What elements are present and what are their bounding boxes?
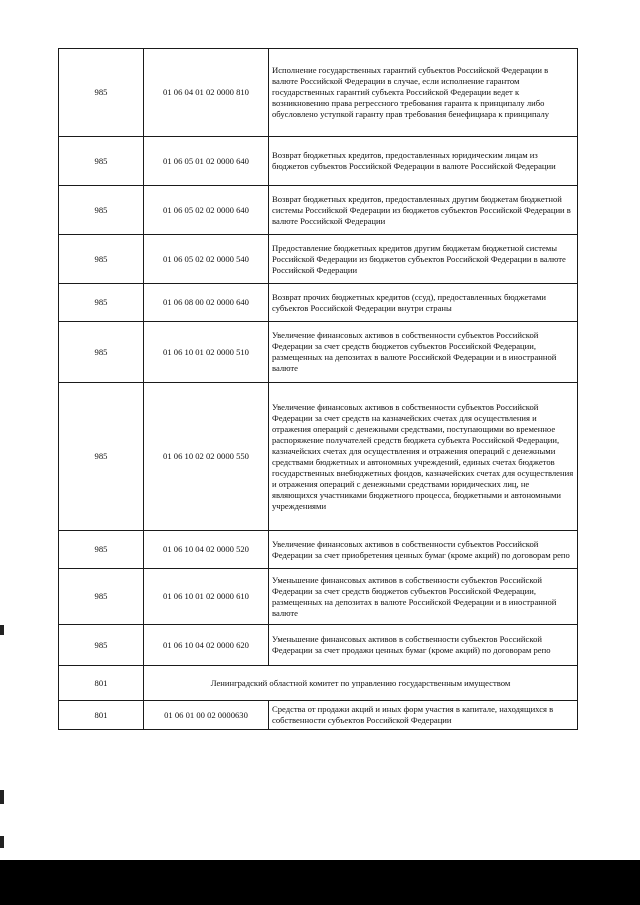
source-name-cell: Увеличение финансовых активов в собственности субъектов Российской Федерации за счет средств на казначейских счетах для осуществления и отражения операций с денежными средствами, поступающими во временное распоряжение получателей средств бюджета субъекта Российской Федерации, казначейских счетах для осуществления и отражения операций с денежными средствами бюджетных и автономных учреждений, единых счетах бюджетов государственных внебюджетных фондов, казначейских счетах для осуществления и отражения операций с денежными средствами юридических лиц, не являющихся участниками бюджетного процесса, бюджетными и автономными учреждениями xyxy=(269,383,578,531)
table-row xyxy=(59,235,578,284)
source-name-cell: Исполнение государственных гарантий субъектов Российской Федерации в валюте Российской Федерации в случае, если исполнение гарантом государственных гарантий субъекта Российской Федерации ведет к возникновению права регрессного требования гаранта к принципалу либо обусловлено уступкой гаранту прав требования бенефициара к принципалу xyxy=(269,49,578,137)
source-name-cell: Возврат прочих бюджетных кредитов (ссуд), предоставленных бюджетами субъектов Российской Федерации внутри страны xyxy=(269,284,578,322)
admin-code-cell: 801 xyxy=(59,701,144,730)
kbk-code-cell: 01 06 01 00 02 0000630 xyxy=(144,701,269,730)
admin-code-cell: 985 xyxy=(59,137,144,186)
kbk-code-cell: 01 06 10 01 02 0000 510 xyxy=(144,322,269,383)
source-name-cell: Возврат бюджетных кредитов, предоставленных юридическим лицам из бюджетов субъектов Российской Федерации в валюте Российской Федерации xyxy=(269,137,578,186)
scan-edge-mark xyxy=(0,790,4,804)
table-row xyxy=(59,625,578,666)
kbk-code-cell: 01 06 10 01 02 0000 610 xyxy=(144,569,269,625)
admin-code-cell: 985 xyxy=(59,383,144,531)
table-row xyxy=(59,322,578,383)
admin-code-cell: 985 xyxy=(59,284,144,322)
kbk-code-cell: 01 06 05 02 02 0000 640 xyxy=(144,186,269,235)
kbk-code-cell: 01 06 05 02 02 0000 540 xyxy=(144,235,269,284)
admin-code-cell: 985 xyxy=(59,186,144,235)
source-name-cell: Уменьшение финансовых активов в собственности субъектов Российской Федерации за счет средств бюджетов субъектов Российской Федерации, размещенных на депозитах в валюте Российской Федерации и в иностранной валюте xyxy=(269,569,578,625)
admin-code-cell: 985 xyxy=(59,235,144,284)
table-row xyxy=(59,284,578,322)
source-name-cell: Увеличение финансовых активов в собственности субъектов Российской Федерации за счет приобретения ценных бумаг (кроме акций) по договорам репо xyxy=(269,531,578,569)
source-name-cell: Предоставление бюджетных кредитов другим бюджетам бюджетной системы Российской Федерации из бюджетов субъектов Российской Федерации в валюте Российской Федерации xyxy=(269,235,578,284)
kbk-code-cell: 01 06 10 04 02 0000 620 xyxy=(144,625,269,666)
source-name-cell: Увеличение финансовых активов в собственности субъектов Российской Федерации за счет средств бюджетов субъектов Российской Федерации, размещенных на депозитах в валюте Российской Федерации и в иностранной валюте xyxy=(269,322,578,383)
table-row xyxy=(59,186,578,235)
table-row xyxy=(59,383,578,531)
budget-classification-table xyxy=(58,48,578,730)
admin-code-cell: 985 xyxy=(59,322,144,383)
source-name-cell: Возврат бюджетных кредитов, предоставленных другим бюджетам бюджетной системы Российской Федерации из бюджетов субъектов Российской Федерации в валюте Российской Федерации xyxy=(269,186,578,235)
admin-code-cell: 985 xyxy=(59,625,144,666)
kbk-code-cell: 01 06 10 04 02 0000 520 xyxy=(144,531,269,569)
kbk-code-cell: 01 06 08 00 02 0000 640 xyxy=(144,284,269,322)
table-row xyxy=(59,137,578,186)
admin-code-cell: 985 xyxy=(59,531,144,569)
scan-bottom-border xyxy=(0,860,640,905)
table-row xyxy=(59,701,578,730)
table-row xyxy=(59,569,578,625)
admin-code-cell: 985 xyxy=(59,49,144,137)
source-name-cell: Средства от продажи акций и иных форм участия в капитале, находящихся в собственности субъектов Российской Федерации xyxy=(269,701,578,730)
scan-edge-mark xyxy=(0,836,4,848)
source-name-cell: Уменьшение финансовых активов в собственности субъектов Российской Федерации за счет продажи ценных бумаг (кроме акций) по договорам репо xyxy=(269,625,578,666)
table-row xyxy=(59,531,578,569)
scan-edge-mark xyxy=(0,625,4,635)
administrator-name-cell: Ленинградский областной комитет по управлению государственным имуществом xyxy=(144,666,578,701)
table-row xyxy=(59,49,578,137)
table-row xyxy=(59,666,578,701)
kbk-code-cell: 01 06 10 02 02 0000 550 xyxy=(144,383,269,531)
admin-code-cell: 985 xyxy=(59,569,144,625)
kbk-code-cell: 01 06 04 01 02 0000 810 xyxy=(144,49,269,137)
table-body xyxy=(59,49,578,730)
admin-code-cell: 801 xyxy=(59,666,144,701)
kbk-code-cell: 01 06 05 01 02 0000 640 xyxy=(144,137,269,186)
